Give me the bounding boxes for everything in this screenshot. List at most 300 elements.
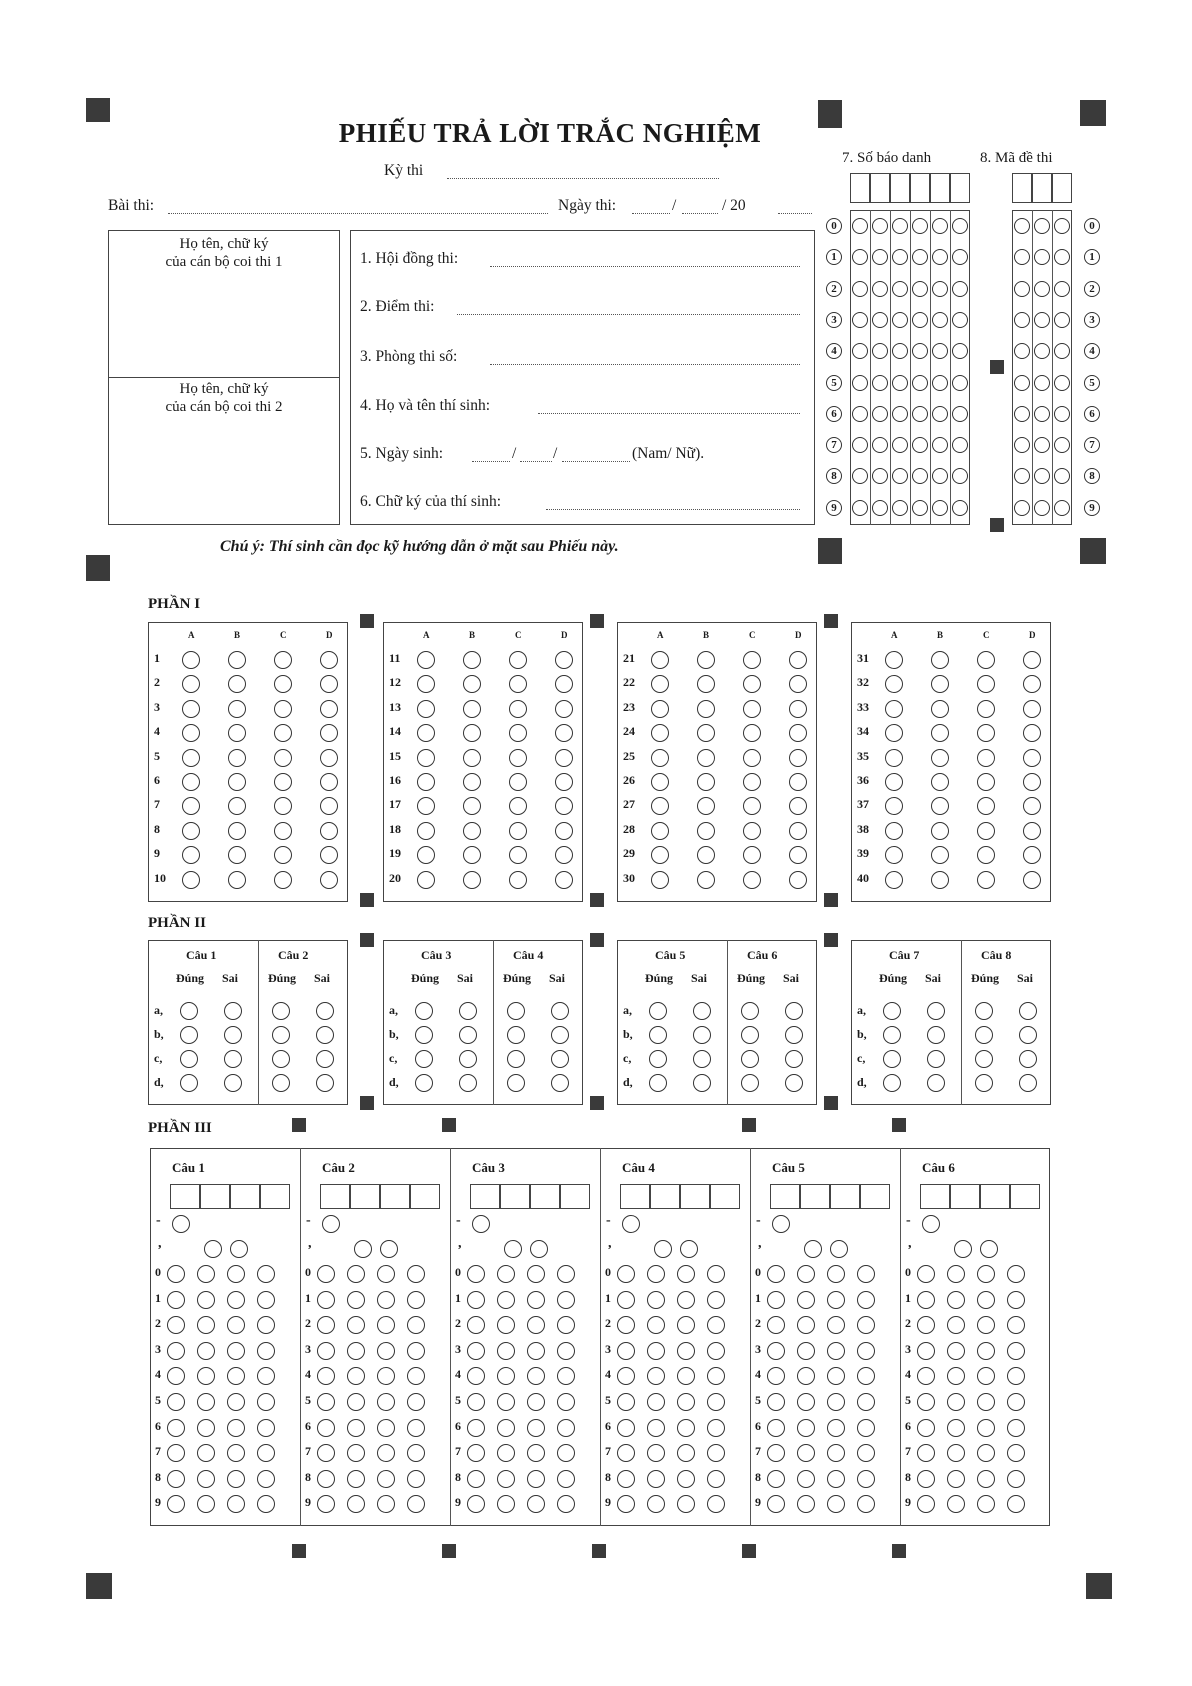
- part-3-digit-bubble[interactable]: [947, 1419, 965, 1437]
- part-1-answer-bubble[interactable]: [931, 749, 949, 767]
- part-3-minus-bubble[interactable]: [622, 1215, 640, 1233]
- part-3-digit-bubble[interactable]: [407, 1419, 425, 1437]
- part-3-digit-bubble[interactable]: [317, 1393, 335, 1411]
- part-3-digit-bubble[interactable]: [227, 1265, 245, 1283]
- ma-de-bubble[interactable]: [1034, 281, 1050, 297]
- part-3-digit-bubble[interactable]: [167, 1470, 185, 1488]
- part-2-false-bubble[interactable]: [927, 1074, 945, 1092]
- part-1-answer-bubble[interactable]: [931, 773, 949, 791]
- part-3-digit-bubble[interactable]: [377, 1265, 395, 1283]
- part-3-digit-bubble[interactable]: [827, 1291, 845, 1309]
- part-2-false-bubble[interactable]: [459, 1074, 477, 1092]
- part-3-digit-bubble[interactable]: [257, 1265, 275, 1283]
- part-3-digit-bubble[interactable]: [557, 1265, 575, 1283]
- part-1-answer-bubble[interactable]: [697, 749, 715, 767]
- sbd-bubble[interactable]: [912, 375, 928, 391]
- part-1-answer-bubble[interactable]: [977, 700, 995, 718]
- part-3-answer-cell[interactable]: [860, 1184, 890, 1209]
- part-1-answer-bubble[interactable]: [1023, 822, 1041, 840]
- part-2-false-bubble[interactable]: [693, 1002, 711, 1020]
- part-3-digit-bubble[interactable]: [317, 1419, 335, 1437]
- part-2-true-bubble[interactable]: [883, 1002, 901, 1020]
- part-3-digit-bubble[interactable]: [407, 1291, 425, 1309]
- part-3-digit-bubble[interactable]: [707, 1393, 725, 1411]
- ma-de-bubble[interactable]: [1054, 312, 1070, 328]
- part-1-answer-bubble[interactable]: [417, 871, 435, 889]
- part-3-answer-cell[interactable]: [950, 1184, 980, 1209]
- sbd-bubble[interactable]: [852, 312, 868, 328]
- part-3-digit-bubble[interactable]: [347, 1470, 365, 1488]
- part-3-digit-bubble[interactable]: [407, 1265, 425, 1283]
- ma-de-bubble[interactable]: [1054, 375, 1070, 391]
- part-3-digit-bubble[interactable]: [797, 1393, 815, 1411]
- part-1-answer-bubble[interactable]: [182, 651, 200, 669]
- ma-de-bubble[interactable]: [1054, 218, 1070, 234]
- part-2-true-bubble[interactable]: [507, 1074, 525, 1092]
- part-1-answer-bubble[interactable]: [509, 822, 527, 840]
- part-3-digit-bubble[interactable]: [677, 1342, 695, 1360]
- part-3-digit-bubble[interactable]: [617, 1265, 635, 1283]
- part-3-digit-bubble[interactable]: [527, 1265, 545, 1283]
- part-3-digit-bubble[interactable]: [227, 1393, 245, 1411]
- part-3-digit-bubble[interactable]: [1007, 1291, 1025, 1309]
- part-3-digit-bubble[interactable]: [257, 1393, 275, 1411]
- part-3-digit-bubble[interactable]: [647, 1470, 665, 1488]
- ma-de-bubble[interactable]: [1034, 218, 1050, 234]
- part-3-digit-bubble[interactable]: [527, 1291, 545, 1309]
- part-1-answer-bubble[interactable]: [743, 773, 761, 791]
- sbd-bubble[interactable]: [872, 375, 888, 391]
- sbd-digit-cell[interactable]: [930, 173, 950, 203]
- part-2-false-bubble[interactable]: [316, 1026, 334, 1044]
- part-2-false-bubble[interactable]: [459, 1002, 477, 1020]
- part-3-digit-bubble[interactable]: [377, 1393, 395, 1411]
- part-1-answer-bubble[interactable]: [977, 651, 995, 669]
- sbd-digit-cell[interactable]: [850, 173, 870, 203]
- part-1-answer-bubble[interactable]: [320, 651, 338, 669]
- sbd-bubble[interactable]: [892, 218, 908, 234]
- part-1-answer-bubble[interactable]: [651, 773, 669, 791]
- part-2-false-bubble[interactable]: [551, 1026, 569, 1044]
- part-3-digit-bubble[interactable]: [617, 1419, 635, 1437]
- sbd-bubble[interactable]: [912, 437, 928, 453]
- part-3-answer-cell[interactable]: [530, 1184, 560, 1209]
- part-3-answer-cell[interactable]: [320, 1184, 350, 1209]
- part-3-digit-bubble[interactable]: [347, 1342, 365, 1360]
- part-3-digit-bubble[interactable]: [857, 1291, 875, 1309]
- part-3-digit-bubble[interactable]: [977, 1393, 995, 1411]
- part-3-digit-bubble[interactable]: [827, 1470, 845, 1488]
- part-2-true-bubble[interactable]: [507, 1002, 525, 1020]
- part-2-false-bubble[interactable]: [785, 1002, 803, 1020]
- sbd-bubble[interactable]: [952, 312, 968, 328]
- part-1-answer-bubble[interactable]: [1023, 700, 1041, 718]
- part-1-answer-bubble[interactable]: [463, 822, 481, 840]
- part-1-answer-bubble[interactable]: [274, 773, 292, 791]
- part-3-digit-bubble[interactable]: [557, 1291, 575, 1309]
- part-3-digit-bubble[interactable]: [707, 1419, 725, 1437]
- part-2-false-bubble[interactable]: [785, 1050, 803, 1068]
- part-2-false-bubble[interactable]: [693, 1026, 711, 1044]
- part-3-digit-bubble[interactable]: [497, 1393, 515, 1411]
- part-3-digit-bubble[interactable]: [797, 1291, 815, 1309]
- part-2-true-bubble[interactable]: [975, 1002, 993, 1020]
- part-2-false-bubble[interactable]: [693, 1050, 711, 1068]
- sbd-bubble[interactable]: [912, 218, 928, 234]
- part-1-answer-bubble[interactable]: [417, 651, 435, 669]
- ma-de-bubble[interactable]: [1034, 500, 1050, 516]
- sbd-bubble[interactable]: [892, 281, 908, 297]
- part-3-digit-bubble[interactable]: [407, 1393, 425, 1411]
- sbd-bubble[interactable]: [872, 437, 888, 453]
- part-3-digit-bubble[interactable]: [767, 1342, 785, 1360]
- part-3-digit-bubble[interactable]: [797, 1470, 815, 1488]
- part-1-answer-bubble[interactable]: [651, 700, 669, 718]
- part-1-answer-bubble[interactable]: [789, 871, 807, 889]
- part-2-true-bubble[interactable]: [649, 1002, 667, 1020]
- part-1-answer-bubble[interactable]: [1023, 749, 1041, 767]
- part-1-answer-bubble[interactable]: [509, 749, 527, 767]
- ma-de-bubble[interactable]: [1034, 437, 1050, 453]
- part-3-digit-bubble[interactable]: [917, 1265, 935, 1283]
- part-3-digit-bubble[interactable]: [377, 1470, 395, 1488]
- part-3-digit-bubble[interactable]: [377, 1419, 395, 1437]
- part-2-true-bubble[interactable]: [507, 1050, 525, 1068]
- ma-de-bubble[interactable]: [1014, 218, 1030, 234]
- part-3-digit-bubble[interactable]: [467, 1265, 485, 1283]
- part-3-digit-bubble[interactable]: [527, 1470, 545, 1488]
- part-3-digit-bubble[interactable]: [947, 1393, 965, 1411]
- part-1-answer-bubble[interactable]: [417, 749, 435, 767]
- part-1-answer-bubble[interactable]: [789, 749, 807, 767]
- part-1-answer-bubble[interactable]: [977, 822, 995, 840]
- ma-de-bubble[interactable]: [1014, 437, 1030, 453]
- part-3-digit-bubble[interactable]: [167, 1265, 185, 1283]
- part-3-digit-bubble[interactable]: [497, 1342, 515, 1360]
- sbd-bubble[interactable]: [852, 281, 868, 297]
- sbd-bubble[interactable]: [892, 312, 908, 328]
- part-2-true-bubble[interactable]: [415, 1074, 433, 1092]
- part-1-answer-bubble[interactable]: [274, 871, 292, 889]
- part-1-answer-bubble[interactable]: [743, 749, 761, 767]
- part-2-true-bubble[interactable]: [649, 1050, 667, 1068]
- part-3-digit-bubble[interactable]: [947, 1265, 965, 1283]
- part-2-true-bubble[interactable]: [649, 1074, 667, 1092]
- part-2-false-bubble[interactable]: [927, 1050, 945, 1068]
- part-3-digit-bubble[interactable]: [977, 1291, 995, 1309]
- part-1-answer-bubble[interactable]: [743, 651, 761, 669]
- part-1-answer-bubble[interactable]: [789, 700, 807, 718]
- part-3-digit-bubble[interactable]: [167, 1419, 185, 1437]
- part-3-answer-cell[interactable]: [620, 1184, 650, 1209]
- part-3-digit-bubble[interactable]: [797, 1419, 815, 1437]
- sbd-bubble[interactable]: [892, 375, 908, 391]
- part-3-comma-bubble[interactable]: [354, 1240, 372, 1258]
- part-3-digit-bubble[interactable]: [767, 1419, 785, 1437]
- ma-de-bubble[interactable]: [1054, 406, 1070, 422]
- part-2-false-bubble[interactable]: [785, 1026, 803, 1044]
- part-3-answer-cell[interactable]: [770, 1184, 800, 1209]
- part-3-answer-cell[interactable]: [650, 1184, 680, 1209]
- part-3-digit-bubble[interactable]: [497, 1419, 515, 1437]
- part-1-answer-bubble[interactable]: [697, 773, 715, 791]
- part-3-digit-bubble[interactable]: [347, 1265, 365, 1283]
- part-1-answer-bubble[interactable]: [1023, 651, 1041, 669]
- part-3-comma-bubble[interactable]: [504, 1240, 522, 1258]
- sbd-bubble[interactable]: [912, 281, 928, 297]
- ma-de-digit-cell[interactable]: [1052, 173, 1072, 203]
- part-2-true-bubble[interactable]: [415, 1026, 433, 1044]
- part-2-false-bubble[interactable]: [316, 1074, 334, 1092]
- sbd-bubble[interactable]: [952, 281, 968, 297]
- part-1-answer-bubble[interactable]: [228, 700, 246, 718]
- part-3-digit-bubble[interactable]: [497, 1291, 515, 1309]
- part-1-answer-bubble[interactable]: [463, 871, 481, 889]
- part-2-true-bubble[interactable]: [272, 1074, 290, 1092]
- part-3-digit-bubble[interactable]: [647, 1393, 665, 1411]
- part-3-digit-bubble[interactable]: [407, 1342, 425, 1360]
- part-1-answer-bubble[interactable]: [1023, 871, 1041, 889]
- part-2-false-bubble[interactable]: [1019, 1074, 1037, 1092]
- part-3-answer-cell[interactable]: [350, 1184, 380, 1209]
- part-1-answer-bubble[interactable]: [417, 822, 435, 840]
- part-2-false-bubble[interactable]: [927, 1026, 945, 1044]
- part-3-digit-bubble[interactable]: [317, 1291, 335, 1309]
- part-1-answer-bubble[interactable]: [885, 871, 903, 889]
- part-1-answer-bubble[interactable]: [789, 773, 807, 791]
- part-3-digit-bubble[interactable]: [377, 1291, 395, 1309]
- sbd-bubble[interactable]: [892, 437, 908, 453]
- part-2-false-bubble[interactable]: [224, 1002, 242, 1020]
- sbd-bubble[interactable]: [852, 375, 868, 391]
- part-1-answer-bubble[interactable]: [697, 871, 715, 889]
- sbd-bubble[interactable]: [952, 500, 968, 516]
- part-3-digit-bubble[interactable]: [767, 1470, 785, 1488]
- part-3-digit-bubble[interactable]: [557, 1342, 575, 1360]
- part-3-digit-bubble[interactable]: [1007, 1393, 1025, 1411]
- part-3-digit-bubble[interactable]: [977, 1265, 995, 1283]
- part-1-answer-bubble[interactable]: [977, 749, 995, 767]
- part-3-answer-cell[interactable]: [470, 1184, 500, 1209]
- part-3-digit-bubble[interactable]: [557, 1393, 575, 1411]
- sbd-bubble[interactable]: [952, 375, 968, 391]
- part-3-digit-bubble[interactable]: [347, 1419, 365, 1437]
- part-3-minus-bubble[interactable]: [772, 1215, 790, 1233]
- ma-de-bubble[interactable]: [1034, 375, 1050, 391]
- sbd-bubble[interactable]: [932, 437, 948, 453]
- part-2-true-bubble[interactable]: [883, 1026, 901, 1044]
- part-1-answer-bubble[interactable]: [931, 700, 949, 718]
- part-1-answer-bubble[interactable]: [885, 700, 903, 718]
- ma-de-bubble[interactable]: [1014, 406, 1030, 422]
- part-3-digit-bubble[interactable]: [347, 1393, 365, 1411]
- part-1-answer-bubble[interactable]: [228, 749, 246, 767]
- sbd-bubble[interactable]: [852, 218, 868, 234]
- part-3-digit-bubble[interactable]: [917, 1291, 935, 1309]
- part-3-comma-bubble[interactable]: [804, 1240, 822, 1258]
- part-1-answer-bubble[interactable]: [885, 749, 903, 767]
- sbd-digit-cell[interactable]: [890, 173, 910, 203]
- part-3-digit-bubble[interactable]: [797, 1265, 815, 1283]
- part-1-answer-bubble[interactable]: [182, 749, 200, 767]
- part-1-answer-bubble[interactable]: [697, 651, 715, 669]
- part-3-digit-bubble[interactable]: [167, 1342, 185, 1360]
- part-3-answer-cell[interactable]: [710, 1184, 740, 1209]
- part-3-digit-bubble[interactable]: [257, 1470, 275, 1488]
- part-1-answer-bubble[interactable]: [463, 700, 481, 718]
- part-3-digit-bubble[interactable]: [707, 1470, 725, 1488]
- part-3-answer-cell[interactable]: [1010, 1184, 1040, 1209]
- part-3-digit-bubble[interactable]: [227, 1342, 245, 1360]
- part-2-false-bubble[interactable]: [459, 1050, 477, 1068]
- sbd-digit-cell[interactable]: [950, 173, 970, 203]
- part-3-digit-bubble[interactable]: [1007, 1470, 1025, 1488]
- part-3-digit-bubble[interactable]: [677, 1470, 695, 1488]
- part-1-answer-bubble[interactable]: [274, 749, 292, 767]
- part-3-comma-bubble[interactable]: [680, 1240, 698, 1258]
- sbd-bubble[interactable]: [912, 406, 928, 422]
- part-3-answer-cell[interactable]: [260, 1184, 290, 1209]
- sbd-bubble[interactable]: [872, 281, 888, 297]
- part-3-answer-cell[interactable]: [560, 1184, 590, 1209]
- ma-de-bubble[interactable]: [1054, 437, 1070, 453]
- part-1-answer-bubble[interactable]: [743, 700, 761, 718]
- part-2-true-bubble[interactable]: [649, 1026, 667, 1044]
- part-3-digit-bubble[interactable]: [677, 1393, 695, 1411]
- part-3-digit-bubble[interactable]: [557, 1470, 575, 1488]
- ma-de-digit-cell[interactable]: [1032, 173, 1052, 203]
- part-2-true-bubble[interactable]: [180, 1026, 198, 1044]
- part-1-answer-bubble[interactable]: [931, 871, 949, 889]
- part-3-digit-bubble[interactable]: [1007, 1419, 1025, 1437]
- part-1-answer-bubble[interactable]: [182, 700, 200, 718]
- part-2-false-bubble[interactable]: [316, 1050, 334, 1068]
- ma-de-digit-cell[interactable]: [1012, 173, 1032, 203]
- part-2-true-bubble[interactable]: [741, 1026, 759, 1044]
- part-3-digit-bubble[interactable]: [917, 1470, 935, 1488]
- part-3-digit-bubble[interactable]: [707, 1342, 725, 1360]
- part-3-digit-bubble[interactable]: [197, 1265, 215, 1283]
- part-3-comma-bubble[interactable]: [380, 1240, 398, 1258]
- part-2-true-bubble[interactable]: [272, 1026, 290, 1044]
- part-1-answer-bubble[interactable]: [743, 871, 761, 889]
- sbd-bubble[interactable]: [932, 406, 948, 422]
- sbd-bubble[interactable]: [872, 312, 888, 328]
- part-3-digit-bubble[interactable]: [947, 1470, 965, 1488]
- part-2-false-bubble[interactable]: [693, 1074, 711, 1092]
- sbd-bubble[interactable]: [952, 218, 968, 234]
- part-1-answer-bubble[interactable]: [651, 822, 669, 840]
- part-1-answer-bubble[interactable]: [274, 700, 292, 718]
- part-1-answer-bubble[interactable]: [555, 700, 573, 718]
- part-2-true-bubble[interactable]: [975, 1050, 993, 1068]
- part-3-comma-bubble[interactable]: [230, 1240, 248, 1258]
- part-1-answer-bubble[interactable]: [417, 700, 435, 718]
- part-3-digit-bubble[interactable]: [317, 1265, 335, 1283]
- part-1-answer-bubble[interactable]: [651, 749, 669, 767]
- part-2-true-bubble[interactable]: [180, 1074, 198, 1092]
- part-3-answer-cell[interactable]: [410, 1184, 440, 1209]
- part-3-answer-cell[interactable]: [170, 1184, 200, 1209]
- part-3-digit-bubble[interactable]: [917, 1393, 935, 1411]
- part-1-answer-bubble[interactable]: [931, 651, 949, 669]
- part-1-answer-bubble[interactable]: [320, 749, 338, 767]
- part-2-false-bubble[interactable]: [551, 1002, 569, 1020]
- sbd-bubble[interactable]: [872, 406, 888, 422]
- part-3-minus-bubble[interactable]: [322, 1215, 340, 1233]
- part-3-digit-bubble[interactable]: [857, 1470, 875, 1488]
- part-1-answer-bubble[interactable]: [463, 749, 481, 767]
- sbd-bubble[interactable]: [912, 312, 928, 328]
- part-1-answer-bubble[interactable]: [555, 822, 573, 840]
- part-3-answer-cell[interactable]: [500, 1184, 530, 1209]
- part-2-false-bubble[interactable]: [551, 1050, 569, 1068]
- part-3-digit-bubble[interactable]: [857, 1265, 875, 1283]
- part-3-digit-bubble[interactable]: [257, 1419, 275, 1437]
- part-3-digit-bubble[interactable]: [167, 1393, 185, 1411]
- part-2-true-bubble[interactable]: [975, 1074, 993, 1092]
- sbd-bubble[interactable]: [872, 218, 888, 234]
- part-1-answer-bubble[interactable]: [228, 773, 246, 791]
- part-1-answer-bubble[interactable]: [228, 822, 246, 840]
- part-1-answer-bubble[interactable]: [228, 871, 246, 889]
- part-3-digit-bubble[interactable]: [227, 1419, 245, 1437]
- sbd-bubble[interactable]: [932, 375, 948, 391]
- part-1-answer-bubble[interactable]: [1023, 773, 1041, 791]
- sbd-bubble[interactable]: [852, 500, 868, 516]
- part-3-digit-bubble[interactable]: [467, 1419, 485, 1437]
- sbd-bubble[interactable]: [952, 406, 968, 422]
- part-3-answer-cell[interactable]: [830, 1184, 860, 1209]
- part-3-digit-bubble[interactable]: [467, 1393, 485, 1411]
- part-3-digit-bubble[interactable]: [227, 1291, 245, 1309]
- part-3-digit-bubble[interactable]: [707, 1265, 725, 1283]
- part-1-answer-bubble[interactable]: [789, 651, 807, 669]
- part-1-answer-bubble[interactable]: [274, 822, 292, 840]
- ma-de-bubble[interactable]: [1014, 281, 1030, 297]
- part-3-minus-bubble[interactable]: [472, 1215, 490, 1233]
- part-3-digit-bubble[interactable]: [527, 1342, 545, 1360]
- part-1-answer-bubble[interactable]: [463, 773, 481, 791]
- part-1-answer-bubble[interactable]: [463, 651, 481, 669]
- part-1-answer-bubble[interactable]: [743, 822, 761, 840]
- part-3-digit-bubble[interactable]: [497, 1265, 515, 1283]
- part-3-digit-bubble[interactable]: [917, 1419, 935, 1437]
- part-3-digit-bubble[interactable]: [827, 1342, 845, 1360]
- part-3-answer-cell[interactable]: [230, 1184, 260, 1209]
- part-3-digit-bubble[interactable]: [167, 1291, 185, 1309]
- part-3-digit-bubble[interactable]: [617, 1342, 635, 1360]
- part-2-true-bubble[interactable]: [975, 1026, 993, 1044]
- ma-de-bubble[interactable]: [1014, 375, 1030, 391]
- part-2-true-bubble[interactable]: [741, 1050, 759, 1068]
- part-3-digit-bubble[interactable]: [467, 1291, 485, 1309]
- part-3-digit-bubble[interactable]: [977, 1419, 995, 1437]
- part-3-digit-bubble[interactable]: [797, 1342, 815, 1360]
- sbd-bubble[interactable]: [932, 500, 948, 516]
- ma-de-bubble[interactable]: [1014, 312, 1030, 328]
- part-1-answer-bubble[interactable]: [182, 871, 200, 889]
- part-1-answer-bubble[interactable]: [555, 871, 573, 889]
- part-1-answer-bubble[interactable]: [320, 822, 338, 840]
- part-1-answer-bubble[interactable]: [182, 822, 200, 840]
- part-3-digit-bubble[interactable]: [197, 1342, 215, 1360]
- part-1-answer-bubble[interactable]: [509, 651, 527, 669]
- part-3-comma-bubble[interactable]: [204, 1240, 222, 1258]
- part-1-answer-bubble[interactable]: [885, 822, 903, 840]
- part-3-digit-bubble[interactable]: [617, 1393, 635, 1411]
- part-3-digit-bubble[interactable]: [557, 1419, 575, 1437]
